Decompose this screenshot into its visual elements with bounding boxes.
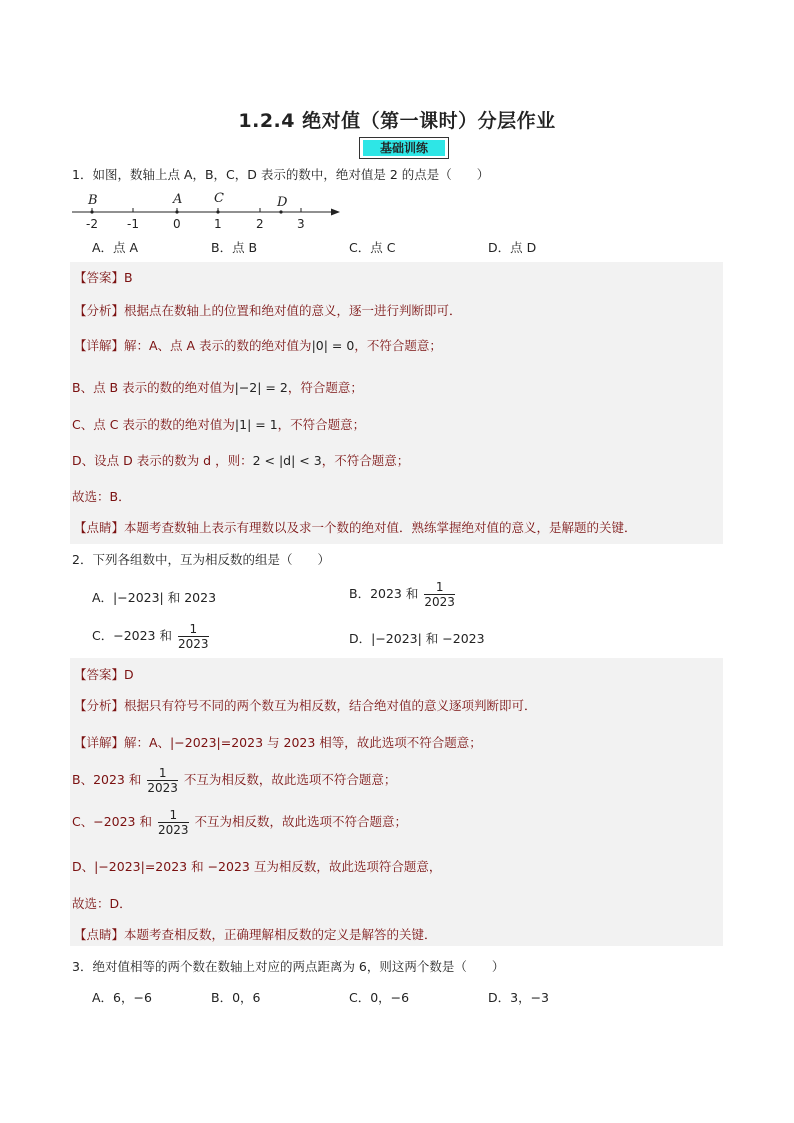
point-b-dot xyxy=(90,210,93,213)
section-badge xyxy=(359,137,449,159)
q3-option-d: D．3，−3 xyxy=(488,990,550,1005)
point-a-dot xyxy=(175,210,178,213)
q2-detail-b-text: B、2023 和 xyxy=(72,772,142,787)
q2-stem: 2．下列各组数中，互为相反数的组是（ ） xyxy=(72,552,330,567)
point-label: C xyxy=(214,191,224,206)
q1-answer: 【答案】B xyxy=(74,270,133,285)
q1-analysis: 【分析】根据点在数轴上的位置和绝对值的意义，逐一进行判断即可． xyxy=(74,303,462,318)
point-d-dot xyxy=(279,210,282,213)
q1-option-b: B．点 B xyxy=(211,240,258,255)
number-line xyxy=(70,190,350,242)
q1-detail-c-text: C、点 C 表示的数的绝对值为 xyxy=(72,417,235,432)
q2-option-b-text: B．2023 和 xyxy=(349,586,419,601)
q3-option-a: A．6，−6 xyxy=(92,990,152,1005)
q1-detail-b-text: B、点 B 表示的数的绝对值为 xyxy=(72,380,235,395)
q2-analysis: 【分析】根据只有符号不同的两个数互为相反数，结合绝对值的意义逐项判断即可． xyxy=(74,698,537,713)
q1-detail-d-text: D、设点 D 表示的数为 d ，则： xyxy=(72,453,253,468)
q2-detail-a: 【详解】解：A、|−2023|=2023 与 2023 相等，故此选项不符合题意； xyxy=(74,735,482,750)
q3-option-c: C．0，−6 xyxy=(349,990,410,1005)
q1-detail-a-math: |0| = 0 xyxy=(311,338,355,353)
q2-detail-d: D、|−2023|=2023 和 −2023 互为相反数，故此选项符合题意， xyxy=(72,859,442,874)
tick-label: 1 xyxy=(214,217,222,231)
q1-detail-a xyxy=(74,336,442,354)
q1-detail-c-math: |1| = 1 xyxy=(234,417,278,432)
fraction: $\frac{1}{2023}$ xyxy=(157,808,189,837)
q1-detail-b xyxy=(72,378,363,396)
q2-detail-c-tail: 不互为相反数，故此选项不符合题意； xyxy=(194,814,408,829)
point-label: D xyxy=(277,195,288,210)
tick-label: 3 xyxy=(297,217,305,231)
q1-detail-d xyxy=(72,451,409,469)
q1-detail-d-tail: ，不符合题意； xyxy=(321,453,410,468)
q2-comment: 【点睛】本题考查相反数，正确理解相反数的定义是解答的关键． xyxy=(74,927,437,942)
q3-option-b: B．0，6 xyxy=(211,990,261,1005)
point-label: B xyxy=(88,193,98,208)
q2-detail-b-tail: 不互为相反数，故此选项不符合题意； xyxy=(183,772,397,787)
q2-option-c xyxy=(92,622,211,651)
q2-option-c-text: C．−2023 和 xyxy=(92,628,172,643)
tick-label: -1 xyxy=(127,217,139,231)
number-line-arrow xyxy=(331,209,340,216)
q1-detail-a-text: 【详解】解：A、点 A 表示的数的绝对值为 xyxy=(74,338,312,353)
q2-choose: 故选：D． xyxy=(72,896,132,911)
q1-option-a: A．点 A xyxy=(92,240,139,255)
q2-option-d: D．|−2023| 和 −2023 xyxy=(349,631,485,646)
fraction: $\frac{1}{2023}$ xyxy=(147,766,178,795)
q2-detail-c xyxy=(72,808,407,837)
q1-detail-b-math: |−2| = 2 xyxy=(234,380,288,395)
page-title: 1.2.4 绝对值（第一课时）分层作业 xyxy=(238,110,556,132)
q2-option-a: A．|−2023| 和 2023 xyxy=(92,590,217,605)
q3-stem: 3．绝对值相等的两个数在数轴上对应的两点距离为 6，则这两个数是（ ） xyxy=(72,959,505,974)
q2-detail-c-text: C、−2023 和 xyxy=(72,814,152,829)
fraction: $\frac{1}{2023}$ xyxy=(177,622,209,651)
q1-choose: 故选：B． xyxy=(72,489,131,504)
q2-detail-b xyxy=(72,766,396,795)
fraction: $\frac{1}{2023}$ xyxy=(424,580,455,609)
point-c-dot xyxy=(216,210,219,213)
q1-detail-a-tail: ，不符合题意； xyxy=(354,338,442,353)
section-badge-label: 基础训练 xyxy=(363,140,445,156)
point-label: A xyxy=(173,192,183,207)
number-line-svg xyxy=(70,190,350,238)
q1-detail-c xyxy=(72,415,365,433)
q1-detail-b-tail: ，符合题意； xyxy=(287,380,363,395)
q2-answer: 【答案】D xyxy=(74,667,134,682)
tick-label: 0 xyxy=(173,217,181,231)
tick-label: -2 xyxy=(86,217,98,231)
q1-detail-d-math: 2 < |d| < 3 xyxy=(252,453,322,468)
q1-detail-c-tail: ，不符合题意； xyxy=(277,417,366,432)
q2-option-b xyxy=(349,580,457,609)
q1-comment: 【点睛】本题考查数轴上表示有理数以及求一个数的绝对值．熟练掌握绝对值的意义，是解题的关键． xyxy=(74,520,637,535)
q1-option-c: C．点 C xyxy=(349,240,396,255)
q1-option-d: D．点 D xyxy=(488,240,537,255)
q1-stem: 1．如图，数轴上点 A，B，C，D 表示的数中，绝对值是 2 的点是（ ） xyxy=(72,167,490,182)
tick-label: 2 xyxy=(256,217,264,231)
